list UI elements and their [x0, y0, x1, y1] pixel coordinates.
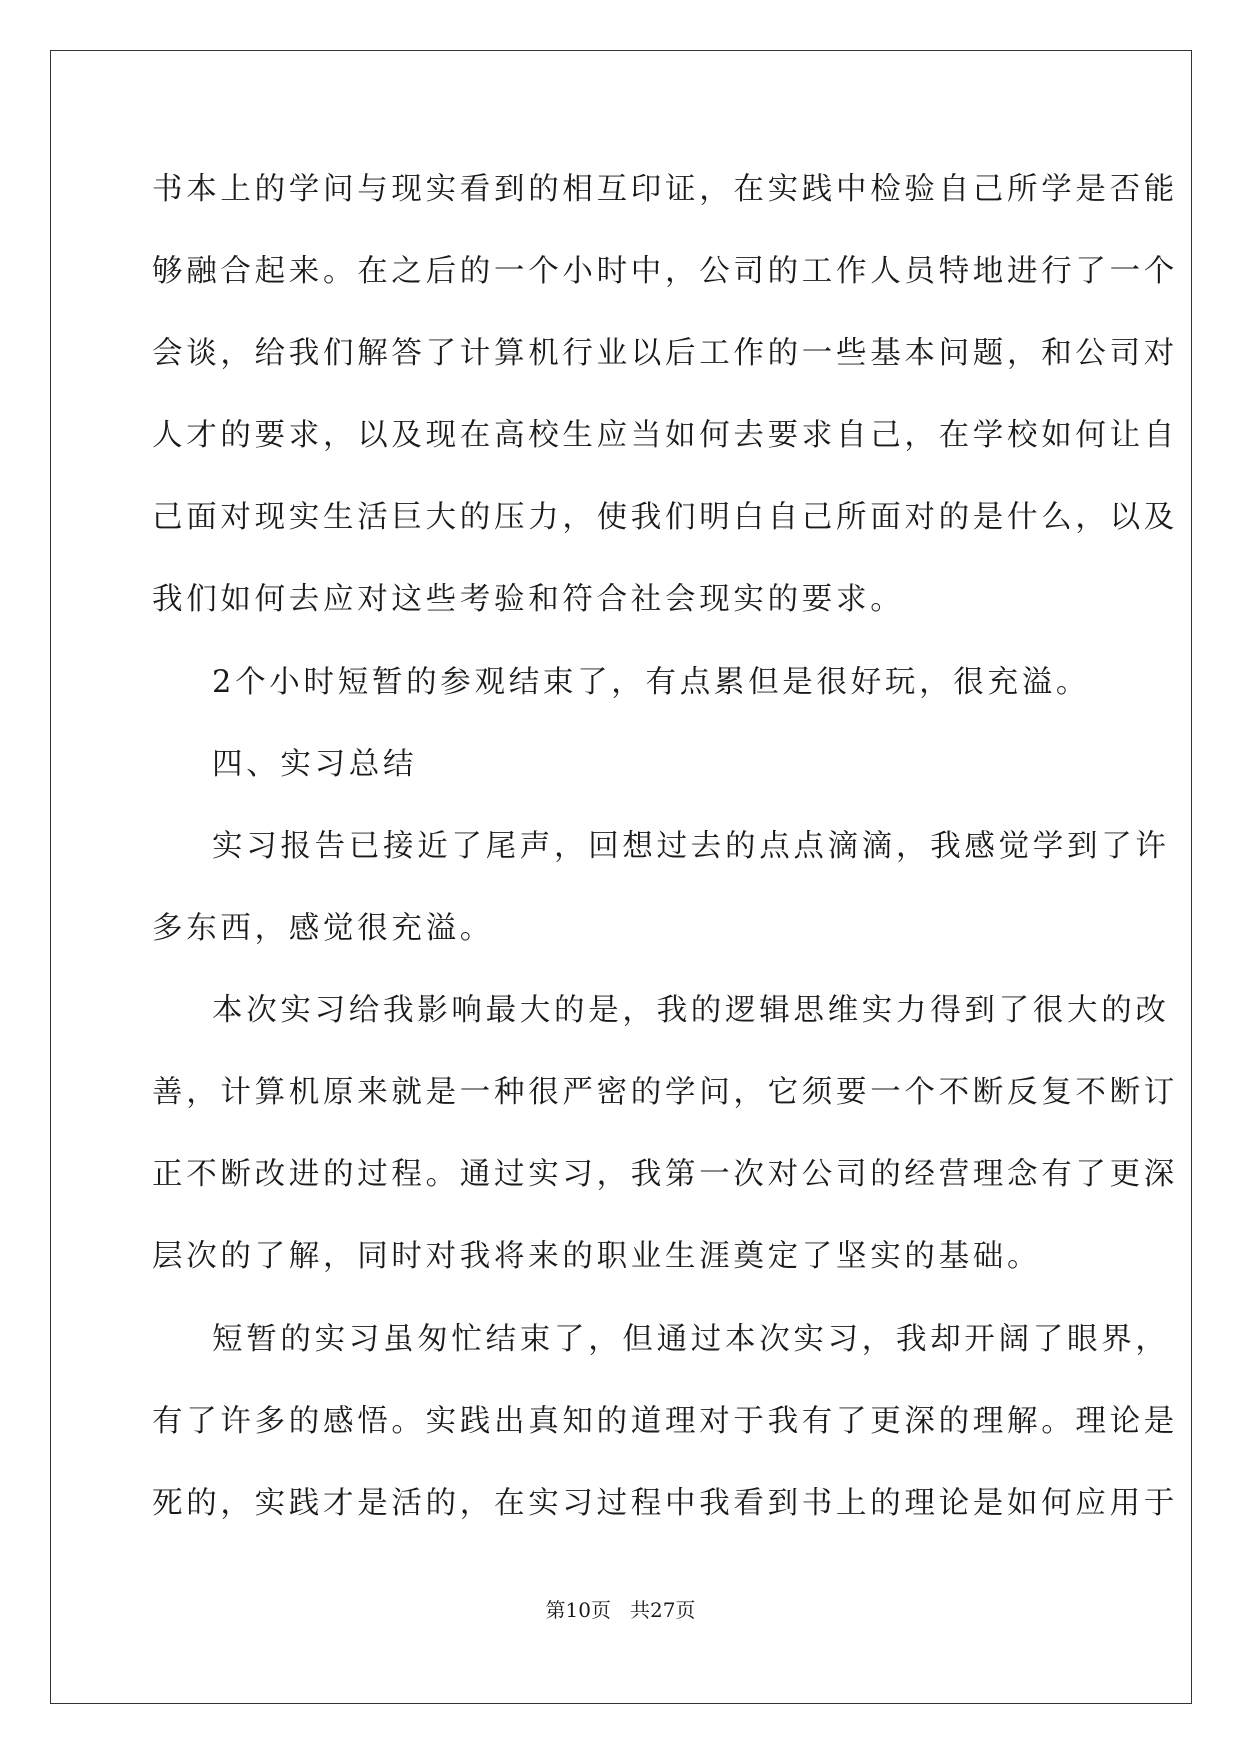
section-heading: 四、实习总结: [212, 747, 418, 782]
text-line: 我们如何去应对这些考验和符合社会现实的要求。: [152, 582, 905, 617]
text-line: 己面对现实生活巨大的压力，使我们明白自己所面对的是什么，以及: [152, 500, 1178, 535]
text-line: 层次的了解，同时对我将来的职业生涯奠定了坚实的基础。: [152, 1239, 1042, 1274]
page-number-footer: 第10页 共27页: [545, 1598, 696, 1622]
text-line: 书本上的学问与现实看到的相互印证，在实践中检验自己所学是否能: [152, 172, 1178, 207]
text-line: 会谈，给我们解答了计算机行业以后工作的一些基本问题，和公司对: [152, 336, 1178, 371]
text-line: 人才的要求，以及现在高校生应当如何去要求自己，在学校如何让自: [152, 418, 1178, 453]
page-border: [50, 50, 1192, 1704]
text-line: 死的，实践才是活的，在实习过程中我看到书上的理论是如何应用于: [152, 1486, 1178, 1521]
text-line: 有了许多的感悟。实践出真知的道理对于我有了更深的理解。理论是: [152, 1404, 1178, 1439]
text-line: 够融合起来。在之后的一个小时中，公司的工作人员特地进行了一个: [152, 254, 1178, 289]
text-line: 实习报告已接近了尾声，回想过去的点点滴滴，我感觉学到了许: [212, 829, 1170, 864]
text-line: 善，计算机原来就是一种很严密的学问，它须要一个不断反复不断订: [152, 1075, 1178, 1110]
text-line: 短暂的实习虽匆忙结束了，但通过本次实习，我却开阔了眼界，: [212, 1322, 1170, 1357]
text-line: 2个小时短暂的参观结束了，有点累但是很好玩，很充溢。: [212, 665, 1091, 700]
text-line: 多东西，感觉很充溢。: [152, 911, 494, 946]
text-line: 正不断改进的过程。通过实习，我第一次对公司的经营理念有了更深: [152, 1157, 1178, 1192]
text-line: 本次实习给我影响最大的是，我的逻辑思维实力得到了很大的改: [212, 993, 1170, 1028]
